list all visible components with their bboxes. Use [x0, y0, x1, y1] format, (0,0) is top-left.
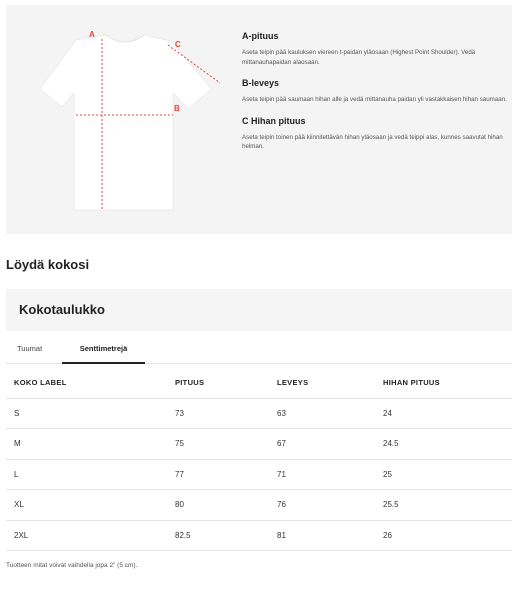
find-size-heading: Löydä kokosi [6, 257, 90, 272]
measure-b-desc: Aseta teipin pää saumaan hihan alle ja vedä mittanauha paidan yli vastakkaisen hihan saumaan. [242, 96, 507, 103]
tshirt-illustration [26, 25, 226, 215]
cell-sleeve: 24 [375, 398, 512, 429]
cell-sleeve: 25.5 [375, 490, 512, 521]
cell-sleeve: 26 [375, 520, 512, 551]
unit-tabs [6, 338, 512, 364]
cell-length: 80 [167, 490, 269, 521]
label-c: C [175, 40, 181, 49]
cell-width: 63 [269, 398, 375, 429]
measure-a-desc: Aseta teipin pää kauluksen viereen t-paidan yläosaan (Highest Point Shoulder). Vedä mittanauhapaidan alaosaan. [242, 49, 476, 66]
column-header-size-label: KOKO LABEL [6, 367, 167, 398]
cell-sleeve: 24.5 [375, 429, 512, 460]
cell-width: 76 [269, 490, 375, 521]
cell-length: 82.5 [167, 520, 269, 551]
column-header-sleeve-length: HIHAN PITUUS [375, 367, 512, 398]
cell-size: S [6, 398, 167, 429]
cell-size: XL [6, 490, 167, 521]
measure-c-desc: Aseta teipin toinen pää kiinnitettävän hihan yläosaan ja vedä teippi alas, kunnes saavutat hihan helman. [242, 133, 503, 150]
tab-inches[interactable]: Tuumat [17, 344, 43, 353]
cell-width: 81 [269, 520, 375, 551]
table-row [6, 459, 512, 490]
cell-width: 67 [269, 429, 375, 460]
column-header-width: LEVEYS [269, 367, 375, 398]
size-chart-title: Kokotaulukko [19, 302, 105, 317]
tshirt-diagram [26, 25, 226, 215]
measurement-guide-panel [6, 5, 512, 234]
cell-size: 2XL [6, 520, 167, 551]
table-row [6, 398, 512, 429]
table-row [6, 520, 512, 551]
size-table [6, 367, 512, 551]
table-row [6, 490, 512, 521]
cell-size: M [6, 429, 167, 460]
measurement-instructions [242, 31, 512, 163]
label-a: A [89, 30, 95, 39]
table-row [6, 429, 512, 460]
tab-centimeters[interactable]: Senttimetrejä [62, 338, 145, 364]
measure-a-title: A-pituus [242, 31, 279, 41]
cell-width: 71 [269, 459, 375, 490]
measure-c-title: C Hihan pituus [242, 115, 306, 126]
size-chart-header [6, 289, 512, 331]
cell-length: 73 [167, 398, 269, 429]
cell-length: 75 [167, 429, 269, 460]
column-header-length: PITUUS [167, 367, 269, 398]
size-variation-note: Tuotteen mitat voivat vaihdella jopa 2" (5 cm). [6, 562, 138, 569]
label-b: B [174, 104, 180, 113]
table-header-row [6, 367, 512, 398]
cell-length: 77 [167, 459, 269, 490]
cell-size: L [6, 459, 167, 490]
measure-b-title: B-leveys [242, 78, 280, 88]
cell-sleeve: 25 [375, 459, 512, 490]
